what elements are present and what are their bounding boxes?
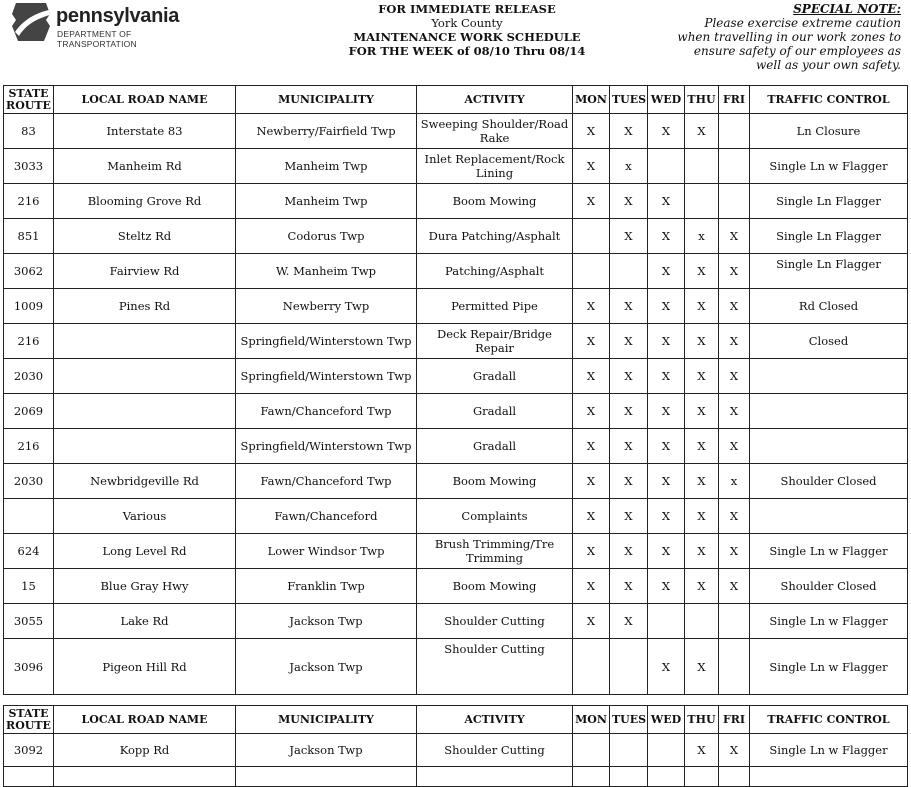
table-row — [4, 464, 908, 499]
cell-route: 2030 — [4, 464, 54, 499]
cell-tue: X — [610, 604, 648, 639]
cell-wed: X — [648, 219, 685, 254]
cell-road: Pigeon Hill Rd — [54, 639, 236, 695]
cell-municipality: Fawn/Chanceford — [236, 499, 417, 534]
table-row — [4, 114, 908, 149]
cell-mon — [573, 219, 610, 254]
cell-route: 216 — [4, 324, 54, 359]
cell-traffic: Rd Closed — [750, 289, 908, 324]
cell-tue: X — [610, 114, 648, 149]
cell-tue: X — [610, 429, 648, 464]
cell-route: 2069 — [4, 394, 54, 429]
cell-activity: Permitted Pipe — [417, 289, 573, 324]
cell-fri: X — [719, 394, 750, 429]
cell-fri: X — [719, 734, 750, 767]
cell-fri: X — [719, 499, 750, 534]
cell-municipality: Manheim Twp — [236, 184, 417, 219]
schedule-title: MAINTENANCE WORK SCHEDULE — [353, 30, 581, 44]
cell-route: 624 — [4, 534, 54, 569]
cell-tue: X — [610, 184, 648, 219]
cell-fri: X — [719, 324, 750, 359]
cell-road: Fairview Rd — [54, 254, 236, 289]
cell-mon: X — [573, 324, 610, 359]
table-row — [4, 499, 908, 534]
cell-mon — [573, 734, 610, 767]
cell-tue: X — [610, 464, 648, 499]
cell-wed: X — [648, 429, 685, 464]
cell-thu: X — [685, 394, 719, 429]
cell-thu: X — [685, 324, 719, 359]
cell-municipality: Fawn/Chanceford Twp — [236, 464, 417, 499]
note-line: Please exercise extreme caution — [704, 16, 901, 30]
cell-municipality: Springfield/Winterstown Twp — [236, 359, 417, 394]
cell-thu: X — [685, 534, 719, 569]
cell-traffic — [750, 429, 908, 464]
cell-road — [54, 394, 236, 429]
col-header-route: STATE ROUTE — [4, 86, 54, 114]
cell-traffic: Single Ln w Flagger — [750, 604, 908, 639]
week-line: FOR THE WEEK of 08/10 Thru 08/14 — [348, 44, 586, 58]
cell-activity: Shoulder Cutting — [417, 734, 573, 767]
cell-tue: X — [610, 499, 648, 534]
cell-wed — [648, 604, 685, 639]
cell-fri — [719, 114, 750, 149]
cell-traffic: Shoulder Closed — [750, 569, 908, 604]
cell-traffic — [750, 767, 908, 787]
cell-route: 3055 — [4, 604, 54, 639]
col-header-municipality: MUNICIPALITY — [236, 706, 417, 734]
cell-municipality — [236, 767, 417, 787]
cell-mon: X — [573, 184, 610, 219]
cell-road — [54, 359, 236, 394]
cell-municipality: Springfield/Winterstown Twp — [236, 429, 417, 464]
schedule-table — [3, 85, 908, 695]
cell-traffic: Single Ln w Flagger — [750, 149, 908, 184]
cell-tue — [610, 767, 648, 787]
cell-traffic: Single Ln w Flagger — [750, 734, 908, 767]
cell-municipality: Franklin Twp — [236, 569, 417, 604]
cell-wed — [648, 149, 685, 184]
cell-traffic — [750, 394, 908, 429]
table-row — [4, 734, 908, 767]
col-header-activity: ACTIVITY — [417, 706, 573, 734]
cell-mon — [573, 254, 610, 289]
cell-road: Interstate 83 — [54, 114, 236, 149]
cell-municipality: Fawn/Chanceford Twp — [236, 394, 417, 429]
cell-municipality: W. Manheim Twp — [236, 254, 417, 289]
cell-municipality: Jackson Twp — [236, 734, 417, 767]
cell-traffic: Single Ln w Flagger — [750, 534, 908, 569]
cell-thu: X — [685, 114, 719, 149]
cell-wed: X — [648, 464, 685, 499]
cell-activity: Deck Repair/Bridge Repair — [417, 324, 573, 359]
cell-traffic: Single Ln Flagger — [750, 219, 908, 254]
table-row — [4, 569, 908, 604]
cell-mon: X — [573, 534, 610, 569]
cell-route: 3062 — [4, 254, 54, 289]
cell-tue — [610, 254, 648, 289]
county-line: York County — [431, 16, 503, 30]
cell-mon — [573, 767, 610, 787]
cell-route: 216 — [4, 429, 54, 464]
cell-mon: X — [573, 429, 610, 464]
cell-route — [4, 499, 54, 534]
cell-wed: X — [648, 184, 685, 219]
cell-thu: X — [685, 254, 719, 289]
cell-municipality: Newberry Twp — [236, 289, 417, 324]
cell-road: Blue Gray Hwy — [54, 569, 236, 604]
cell-mon: X — [573, 359, 610, 394]
table-row — [4, 604, 908, 639]
cell-mon: X — [573, 394, 610, 429]
note-line: well as your own safety. — [756, 58, 901, 72]
cell-mon: X — [573, 499, 610, 534]
table-row — [4, 289, 908, 324]
col-header-activity: ACTIVITY — [417, 86, 573, 114]
cell-fri — [719, 604, 750, 639]
cell-traffic — [750, 359, 908, 394]
cell-activity: Gradall — [417, 429, 573, 464]
cell-road: Blooming Grove Rd — [54, 184, 236, 219]
cell-wed: X — [648, 254, 685, 289]
cell-tue: x — [610, 149, 648, 184]
cell-traffic: Ln Closure — [750, 114, 908, 149]
cell-route — [4, 767, 54, 787]
cell-traffic — [750, 499, 908, 534]
cell-road: Manheim Rd — [54, 149, 236, 184]
table-row — [4, 534, 908, 569]
cell-route: 3096 — [4, 639, 54, 695]
cell-thu: x — [685, 219, 719, 254]
cell-fri: X — [719, 289, 750, 324]
col-header-road: LOCAL ROAD NAME — [54, 86, 236, 114]
cell-activity — [417, 767, 573, 787]
col-header-route: STATE ROUTE — [4, 706, 54, 734]
note-line: ensure safety of our employees as — [693, 44, 901, 58]
cell-municipality: Newberry/Fairfield Twp — [236, 114, 417, 149]
cell-tue — [610, 639, 648, 695]
cell-road: Long Level Rd — [54, 534, 236, 569]
table-row — [4, 219, 908, 254]
cell-traffic: Closed — [750, 324, 908, 359]
cell-route: 15 — [4, 569, 54, 604]
release-line: FOR IMMEDIATE RELEASE — [378, 2, 556, 16]
cell-activity: Boom Mowing — [417, 184, 573, 219]
cell-tue: X — [610, 219, 648, 254]
cell-route: 851 — [4, 219, 54, 254]
cell-activity: Gradall — [417, 359, 573, 394]
cell-route: 1009 — [4, 289, 54, 324]
cell-road: Steltz Rd — [54, 219, 236, 254]
cell-activity: Brush Trimming/Tre Trimming — [417, 534, 573, 569]
col-header-fri: FRI — [719, 706, 750, 734]
cell-wed: X — [648, 534, 685, 569]
cell-road: Lake Rd — [54, 604, 236, 639]
cell-municipality: Codorus Twp — [236, 219, 417, 254]
cell-wed: X — [648, 569, 685, 604]
cell-road — [54, 767, 236, 787]
cell-activity: Inlet Replacement/Rock Lining — [417, 149, 573, 184]
col-header-mon: MON — [573, 706, 610, 734]
cell-mon: X — [573, 569, 610, 604]
cell-activity: Gradall — [417, 394, 573, 429]
cell-mon: X — [573, 604, 610, 639]
logo-dept: DEPARTMENT OF TRANSPORTATION — [57, 29, 137, 49]
cell-wed — [648, 767, 685, 787]
cell-fri: X — [719, 254, 750, 289]
cell-thu — [685, 604, 719, 639]
cell-fri: X — [719, 429, 750, 464]
cell-route: 216 — [4, 184, 54, 219]
cell-activity: Boom Mowing — [417, 464, 573, 499]
cell-road: Pines Rd — [54, 289, 236, 324]
cell-traffic: Single Ln Flagger — [750, 184, 908, 219]
cell-wed: X — [648, 359, 685, 394]
cell-fri — [719, 184, 750, 219]
cell-mon: X — [573, 289, 610, 324]
cell-thu: X — [685, 289, 719, 324]
col-header-fri: FRI — [719, 86, 750, 114]
cell-municipality: Manheim Twp — [236, 149, 417, 184]
cell-traffic: Single Ln Flagger — [750, 254, 908, 289]
logo-brand: pennsylvania — [56, 5, 180, 27]
cell-activity: Dura Patching/Asphalt — [417, 219, 573, 254]
cell-mon: X — [573, 464, 610, 499]
cell-municipality: Jackson Twp — [236, 639, 417, 695]
cell-tue: X — [610, 394, 648, 429]
cell-activity: Shoulder Cutting — [417, 604, 573, 639]
cell-tue: X — [610, 534, 648, 569]
col-header-tue: TUES — [610, 706, 648, 734]
cell-fri — [719, 767, 750, 787]
table-row — [4, 429, 908, 464]
cell-activity: Boom Mowing — [417, 569, 573, 604]
release-header — [330, 2, 604, 58]
cell-road — [54, 429, 236, 464]
cell-road: Newbridgeville Rd — [54, 464, 236, 499]
cell-activity: Patching/Asphalt — [417, 254, 573, 289]
cell-thu: X — [685, 499, 719, 534]
cell-wed: X — [648, 324, 685, 359]
col-header-traffic: TRAFFIC CONTROL — [750, 706, 908, 734]
table-row — [4, 767, 908, 787]
cell-route: 3092 — [4, 734, 54, 767]
cell-thu: X — [685, 639, 719, 695]
cell-wed: X — [648, 289, 685, 324]
cell-thu — [685, 767, 719, 787]
cell-fri: X — [719, 219, 750, 254]
cell-route: 83 — [4, 114, 54, 149]
cell-route: 2030 — [4, 359, 54, 394]
cell-wed — [648, 734, 685, 767]
cell-tue: X — [610, 324, 648, 359]
cell-tue — [610, 734, 648, 767]
cell-thu: X — [685, 359, 719, 394]
col-header-wed: WED — [648, 706, 685, 734]
cell-activity: Sweeping Shoulder/Road Rake — [417, 114, 573, 149]
cell-tue: X — [610, 289, 648, 324]
cell-thu: X — [685, 464, 719, 499]
table-row — [4, 149, 908, 184]
schedule-table-continued — [3, 705, 908, 787]
col-header-municipality: MUNICIPALITY — [236, 86, 417, 114]
penndot-logo — [10, 2, 210, 49]
col-header-thu: THU — [685, 706, 719, 734]
table-row — [4, 324, 908, 359]
header-row — [4, 706, 908, 734]
cell-road: Kopp Rd — [54, 734, 236, 767]
table-row — [4, 394, 908, 429]
cell-fri: x — [719, 464, 750, 499]
cell-thu — [685, 149, 719, 184]
note-title: SPECIAL NOTE: — [793, 2, 901, 16]
cell-fri: X — [719, 569, 750, 604]
keystone-logo-icon — [10, 2, 52, 42]
cell-municipality: Springfield/Winterstown Twp — [236, 324, 417, 359]
table-row — [4, 184, 908, 219]
header-row — [4, 86, 908, 114]
cell-wed: X — [648, 394, 685, 429]
note-line: when travelling in our work zones to — [677, 30, 901, 44]
col-header-wed: WED — [648, 86, 685, 114]
cell-fri — [719, 149, 750, 184]
cell-fri — [719, 639, 750, 695]
table-row — [4, 639, 908, 695]
cell-thu: X — [685, 429, 719, 464]
col-header-traffic: TRAFFIC CONTROL — [750, 86, 908, 114]
col-header-thu: THU — [685, 86, 719, 114]
cell-traffic: Single Ln w Flagger — [750, 639, 908, 695]
cell-tue: X — [610, 359, 648, 394]
cell-traffic: Shoulder Closed — [750, 464, 908, 499]
cell-fri: X — [719, 359, 750, 394]
col-header-road: LOCAL ROAD NAME — [54, 706, 236, 734]
cell-municipality: Lower Windsor Twp — [236, 534, 417, 569]
cell-road: Various — [54, 499, 236, 534]
col-header-mon: MON — [573, 86, 610, 114]
cell-tue: X — [610, 569, 648, 604]
cell-thu — [685, 184, 719, 219]
cell-thu: X — [685, 569, 719, 604]
cell-mon — [573, 639, 610, 695]
cell-wed: X — [648, 114, 685, 149]
cell-wed: X — [648, 639, 685, 695]
cell-road — [54, 324, 236, 359]
cell-wed: X — [648, 499, 685, 534]
special-note — [661, 2, 901, 72]
cell-municipality: Jackson Twp — [236, 604, 417, 639]
table-row — [4, 359, 908, 394]
cell-thu: X — [685, 734, 719, 767]
col-header-tue: TUES — [610, 86, 648, 114]
cell-route: 3033 — [4, 149, 54, 184]
cell-activity: Complaints — [417, 499, 573, 534]
cell-fri: X — [719, 534, 750, 569]
cell-mon: X — [573, 149, 610, 184]
cell-activity: Shoulder Cutting — [417, 639, 573, 695]
table-row — [4, 254, 908, 289]
cell-mon: X — [573, 114, 610, 149]
